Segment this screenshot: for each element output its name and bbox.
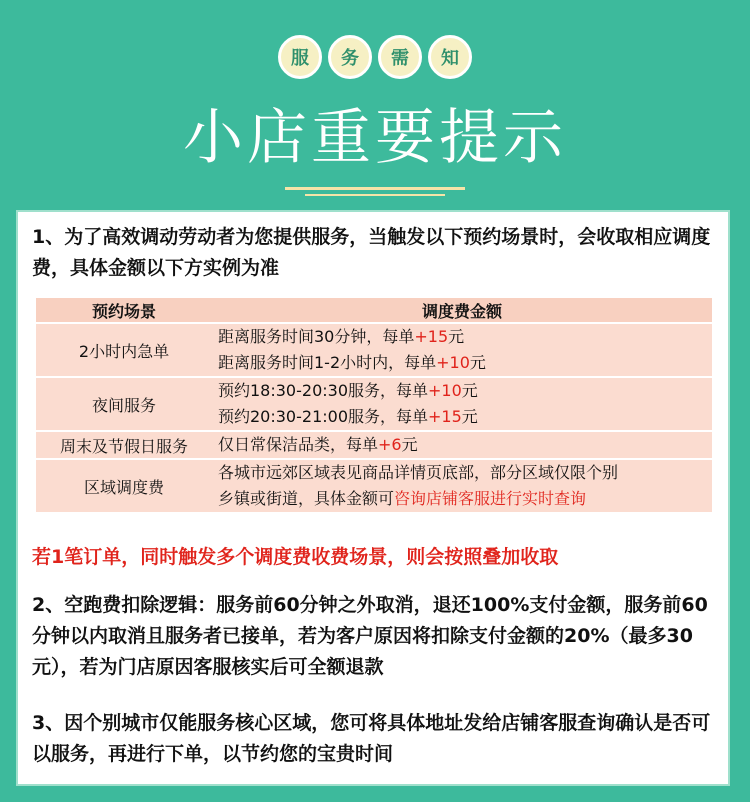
- notice-badges: [0, 35, 750, 79]
- table-cell-fee: [212, 324, 712, 376]
- notice-paragraph-3: 3、因个别城市仅能服务核心区域，您可将具体地址发给店铺客服查询确认是否可以服务，再进行下单，以节约您的宝贵时间: [32, 712, 711, 765]
- notice-panel: [16, 210, 730, 786]
- stacking-fee-warning: 若1笔订单，同时触发多个调度费收费场景，则会按照叠加收取: [32, 546, 559, 568]
- fee-text: 预约20:30-21:00服务，每单: [218, 407, 428, 426]
- fee-unit: 元: [461, 407, 478, 426]
- notice-paragraph-1: 1、为了高效调动劳动者为您提供服务，当触发以下预约场景时，会收取相应调度费，具体金额以下方实例为准: [32, 226, 711, 279]
- fee-text: 预约18:30-20:30服务，每单: [218, 381, 428, 400]
- title-underline-secondary: [305, 194, 445, 196]
- title-underline: [285, 187, 465, 190]
- fee-amount: +15: [428, 407, 462, 426]
- table-cell-scene: 周末及节假日服务: [36, 432, 212, 458]
- fee-amount: +10: [436, 353, 470, 372]
- fee-unit: 元: [469, 353, 486, 372]
- fee-unit: 元: [401, 435, 418, 454]
- table-row: [36, 324, 712, 376]
- fee-amount: +6: [378, 435, 402, 454]
- fee-text: 距离服务时间30分钟，每单: [218, 327, 415, 346]
- table-cell-fee: [212, 460, 712, 512]
- fee-unit: 元: [448, 327, 465, 346]
- table-header-row: [36, 298, 712, 322]
- fee-amount: +10: [428, 381, 462, 400]
- fee-amount: +15: [414, 327, 449, 346]
- fee-text: 仅日常保洁品类，每单: [218, 435, 379, 454]
- table-row: [36, 432, 712, 458]
- consult-service-text: 咨询店铺客服进行实时查询: [394, 489, 587, 508]
- fee-unit: 元: [461, 381, 478, 400]
- table-cell-scene: 区域调度费: [36, 460, 212, 512]
- table-row: [36, 460, 712, 512]
- table-header-fee: 调度费金额: [212, 298, 712, 322]
- fee-text: 距离服务时间1-2小时内，每单: [218, 353, 437, 372]
- table-header-scene: 预约场景: [36, 298, 212, 322]
- table-cell-scene: 夜间服务: [36, 378, 212, 430]
- badge-char: 服: [278, 35, 322, 79]
- table-cell-fee: [212, 378, 712, 430]
- table-row: [36, 378, 712, 430]
- fee-text: 乡镇或街道，具体金额可: [218, 489, 395, 508]
- badge-char: 需: [378, 35, 422, 79]
- fee-text: 各城市远郊区域表见商品详情页底部，部分区域仅限个别: [218, 463, 619, 482]
- fee-table: [36, 296, 712, 514]
- notice-paragraph-2: 2、空跑费扣除逻辑：服务前60分钟之外取消，退还100%支付金额，服务前60分钟以内取消且服务者已接单，若为客户原因将扣除支付金额的20%（最多30元），若为门店原因客服核实后可全额退款: [32, 594, 708, 678]
- table-cell-scene: 2小时内急单: [36, 324, 212, 376]
- table-cell-fee: [212, 432, 712, 458]
- badge-char: 知: [428, 35, 472, 79]
- page-title: 小店重要提示: [183, 103, 567, 173]
- badge-char: 务: [328, 35, 372, 79]
